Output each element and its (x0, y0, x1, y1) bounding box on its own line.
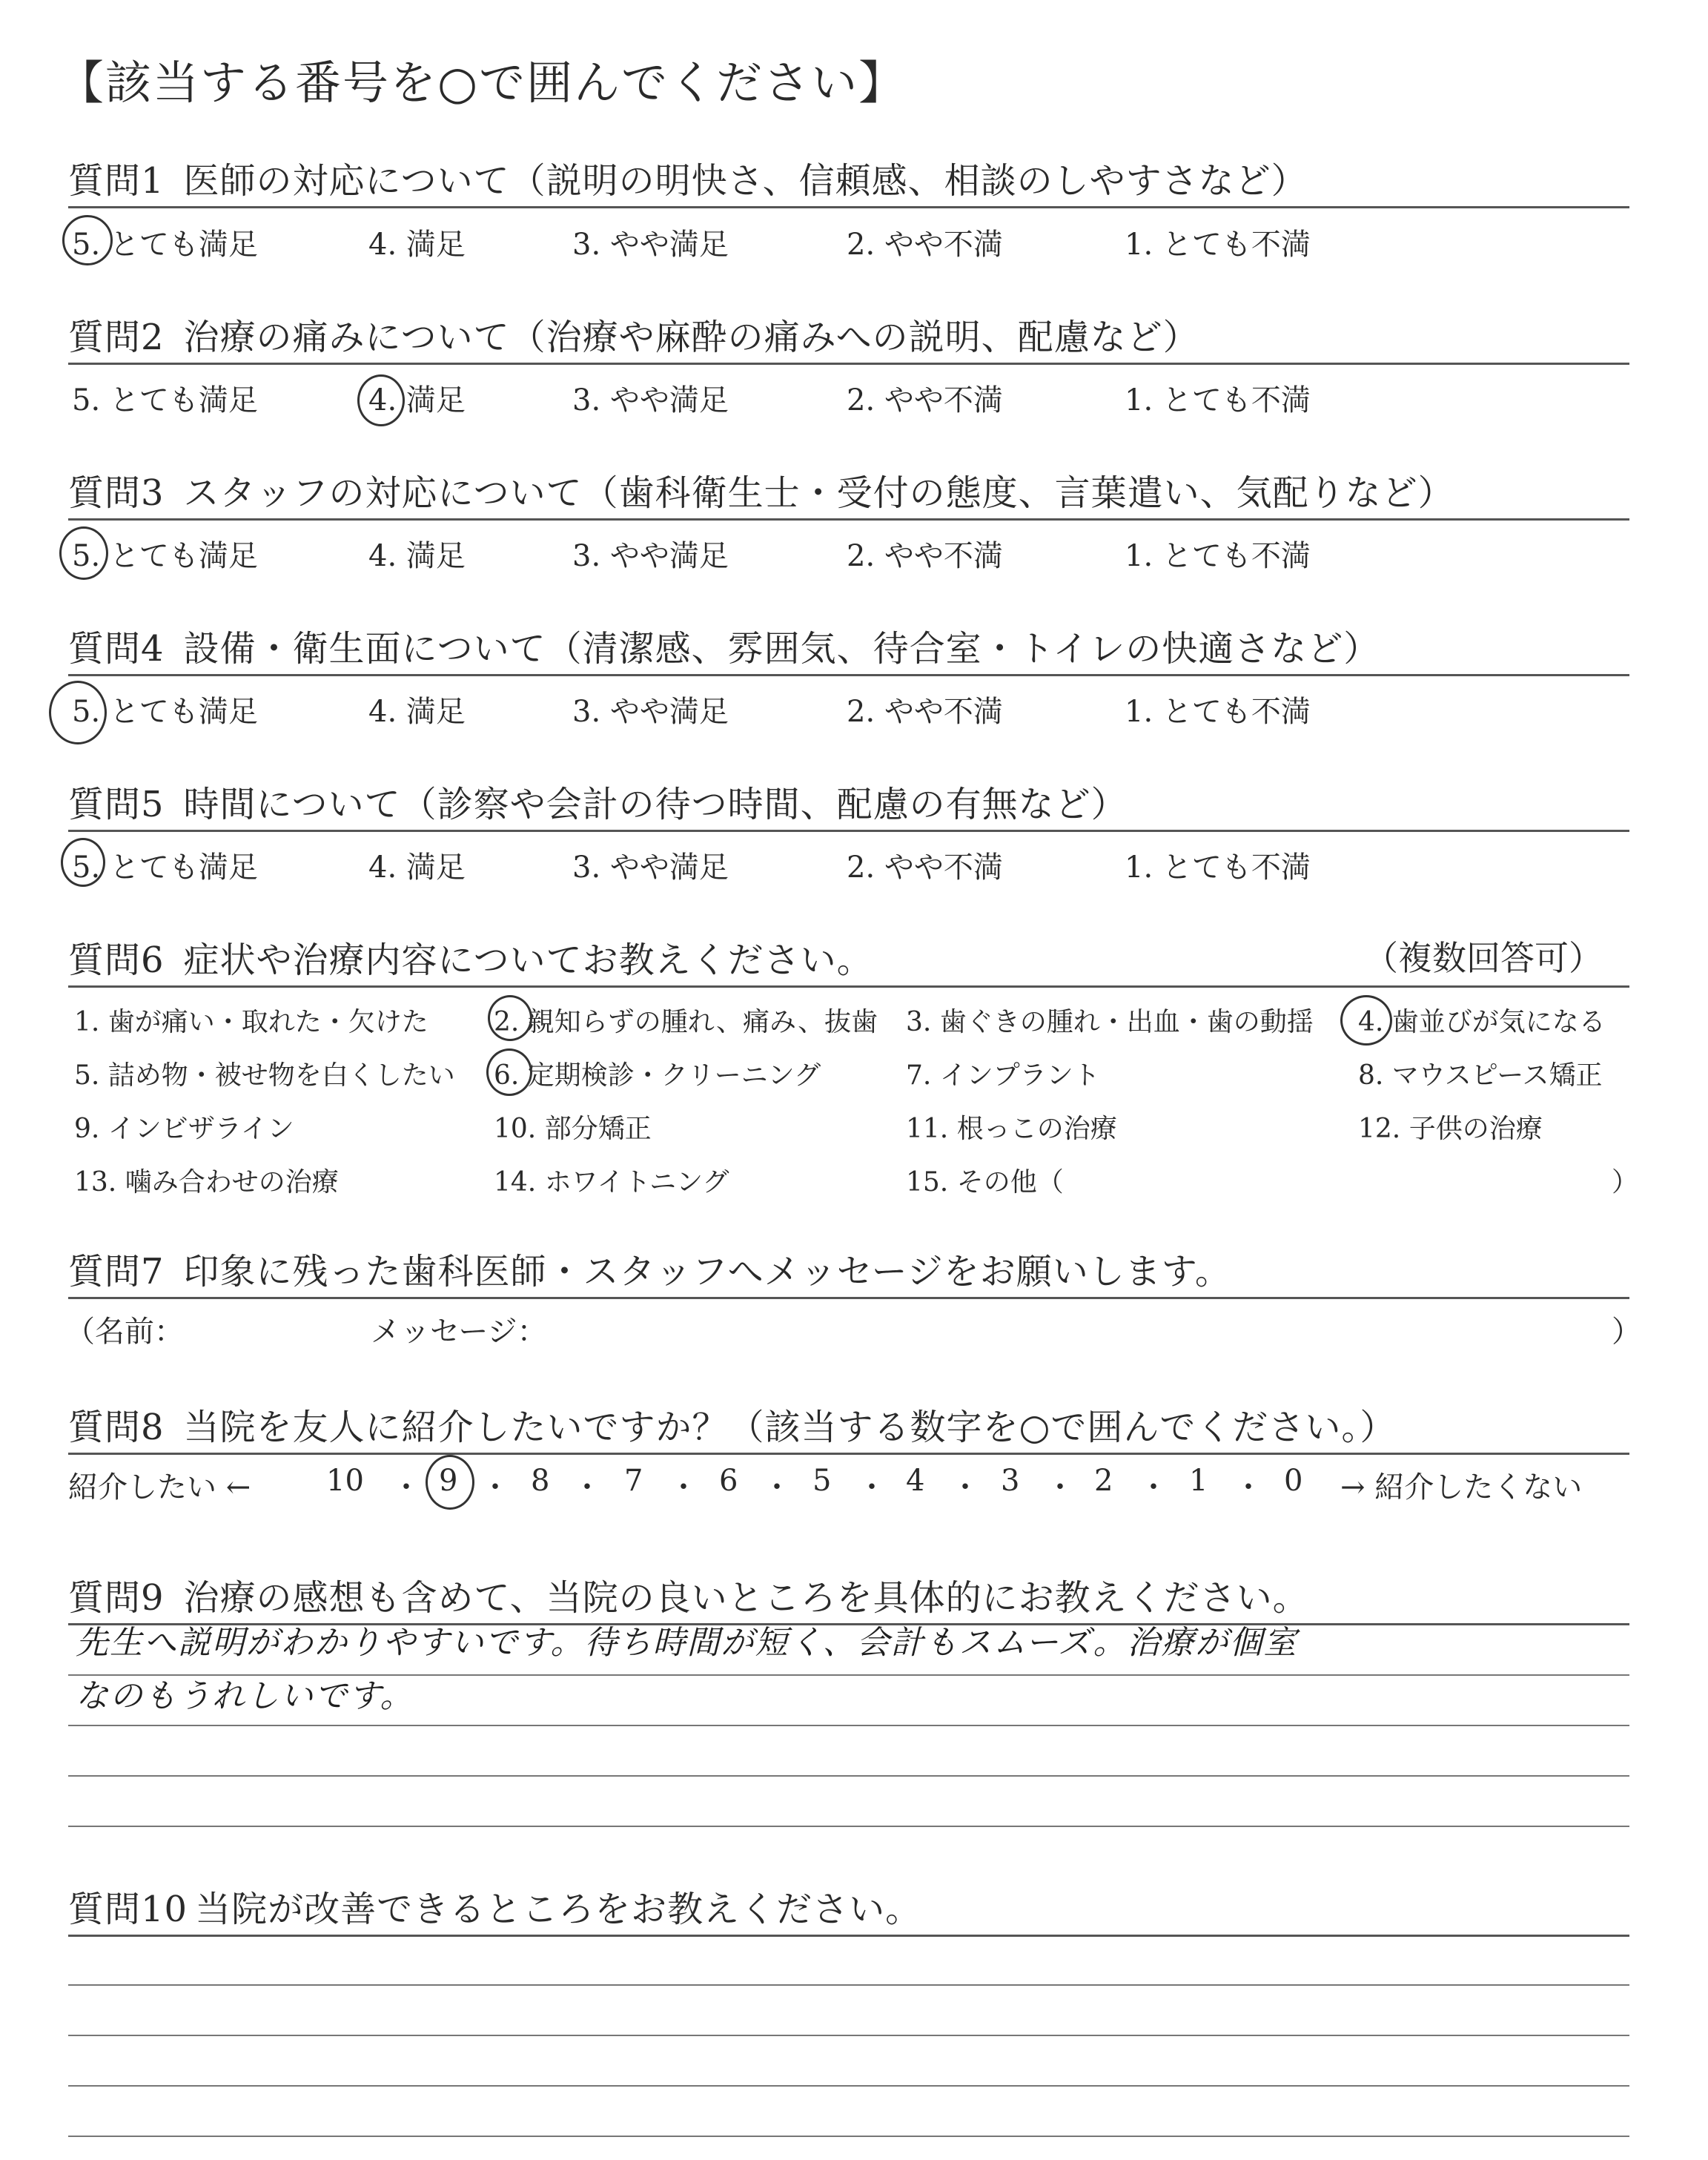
page-title: 【該当する番号を○で囲んでください】 (58, 56, 907, 110)
rating-option-1[interactable]: 1. とても不満 (1125, 383, 1311, 417)
question-text: 治療の感想も含めて、当院の良いところを具体的にお教えください。 (183, 1577, 1309, 1619)
question-2-title (68, 308, 1199, 360)
rating-option-5[interactable]: 5. とても満足 (72, 228, 258, 262)
question-number: 質問8 (68, 1407, 165, 1448)
answer-line (68, 2035, 1629, 2036)
scale-separator: ・ (857, 1470, 887, 1505)
symptom-option-2[interactable]: 2. 親知らずの腫れ、痛み、抜歯 (494, 1007, 878, 1037)
question-3-title (68, 464, 1454, 515)
question-text: 印象に残った歯科医師・スタッフへメッセージをお願いします。 (183, 1251, 1231, 1292)
divider (68, 1297, 1629, 1299)
selection-circle (61, 838, 105, 887)
question-number: 質問1 (68, 160, 165, 202)
rating-option-5[interactable]: 5. とても満足 (72, 383, 258, 417)
rating-option-4[interactable]: 4. 満足 (368, 383, 466, 417)
handwritten-answer (76, 1616, 1625, 1723)
symptom-option-12[interactable]: 12. 子供の治療 (1358, 1114, 1543, 1144)
divider (68, 1453, 1629, 1455)
scale-separator: ・ (669, 1470, 698, 1505)
answer-text-line-2: なのもうれしいです。 (76, 1677, 414, 1715)
question-number: 質問3 (68, 472, 165, 514)
question-number: 質問10 (68, 1889, 188, 1930)
rating-option-5[interactable]: 5. とても満足 (72, 539, 258, 573)
scale-separator: ・ (1139, 1470, 1168, 1505)
rating-option-1[interactable]: 1. とても不満 (1125, 228, 1311, 262)
selection-circle (486, 1048, 532, 1096)
scale-option-10[interactable]: 10 (326, 1464, 364, 1498)
selection-circle (1340, 995, 1392, 1046)
symptom-option-1[interactable]: 1. 歯が痛い・取れた・欠けた (74, 1007, 428, 1037)
answer-line (68, 1984, 1629, 1986)
rating-option-2[interactable]: 2. やや不満 (847, 539, 1003, 573)
symptom-option-4[interactable]: 4. 歯並びが気になる (1358, 1007, 1606, 1037)
answer-line (68, 2136, 1629, 2137)
divider (68, 518, 1629, 521)
symptom-option-14[interactable]: 14. ホワイトニング (494, 1167, 729, 1198)
question-5-title (68, 776, 1128, 827)
scale-option-0[interactable]: 0 (1284, 1464, 1303, 1498)
scale-separator: ・ (950, 1470, 980, 1505)
question-6-title (68, 931, 873, 982)
question-8-title (68, 1398, 1396, 1450)
answer-line (68, 1775, 1629, 1777)
scale-option-5[interactable]: 5 (812, 1464, 832, 1498)
selection-circle (62, 215, 113, 265)
divider (68, 363, 1629, 365)
symptom-option-11[interactable]: 11. 根っこの治療 (906, 1114, 1117, 1144)
divider (68, 674, 1629, 676)
question-number: 質問5 (68, 784, 165, 825)
question-text: スタッフの対応について（歯科衛生士・受付の態度、言葉遣い、気配りなど） (183, 472, 1454, 514)
question-text: 当院が改善できるところをお教えください。 (195, 1889, 922, 1930)
selection-circle (488, 995, 532, 1041)
symptom-option-5[interactable]: 5. 詰め物・被せ物を白くしたい (74, 1060, 455, 1091)
recommend-left-label: 紹介したい ← (68, 1470, 251, 1505)
scale-option-7[interactable]: 7 (624, 1464, 643, 1498)
symptom-option-3[interactable]: 3. 歯ぐきの腫れ・出血・歯の動揺 (906, 1007, 1314, 1037)
rating-option-3[interactable]: 3. やや満足 (572, 228, 729, 262)
rating-option-2[interactable]: 2. やや不満 (847, 695, 1003, 729)
rating-option-4[interactable]: 4. 満足 (368, 695, 466, 729)
rating-option-4[interactable]: 4. 満足 (368, 539, 466, 573)
rating-option-1[interactable]: 1. とても不満 (1125, 851, 1311, 885)
other-close-paren: ） (1612, 1167, 1639, 1198)
answer-line (68, 1826, 1629, 1827)
name-label: （名前： (65, 1315, 184, 1349)
recommend-right-label: → 紹介したくない (1340, 1470, 1583, 1505)
question-number: 質問2 (68, 317, 165, 358)
symptom-option-8[interactable]: 8. マウスピース矯正 (1358, 1060, 1603, 1091)
rating-option-3[interactable]: 3. やや満足 (572, 851, 729, 885)
symptom-option-15[interactable]: 15. その他（ (906, 1167, 1064, 1198)
rating-option-4[interactable]: 4. 満足 (368, 228, 466, 262)
scale-option-9[interactable]: 9 (439, 1464, 458, 1498)
question-number: 質問4 (68, 628, 165, 670)
rating-option-2[interactable]: 2. やや不満 (847, 228, 1003, 262)
divider (68, 1935, 1629, 1937)
scale-separator: ・ (572, 1470, 602, 1505)
question-text: 設備・衛生面について（清潔感、雰囲気、待合室・トイレの快適さなど） (183, 628, 1380, 670)
question-7-title (68, 1243, 1231, 1294)
rating-option-3[interactable]: 3. やや満足 (572, 383, 729, 417)
rating-option-3[interactable]: 3. やや満足 (572, 695, 729, 729)
divider (68, 830, 1629, 832)
answer-line (68, 2085, 1629, 2087)
rating-option-4[interactable]: 4. 満足 (368, 851, 466, 885)
scale-option-8[interactable]: 8 (531, 1464, 550, 1498)
scale-option-3[interactable]: 3 (1001, 1464, 1020, 1498)
scale-option-4[interactable]: 4 (906, 1464, 925, 1498)
answer-line (68, 1725, 1629, 1726)
symptom-option-7[interactable]: 7. インプラント (906, 1060, 1100, 1091)
selection-circle (59, 526, 108, 580)
divider (68, 206, 1629, 208)
rating-option-3[interactable]: 3. やや満足 (572, 539, 729, 573)
multiple-answers-note: （複数回答可） (1364, 938, 1603, 978)
scale-option-2[interactable]: 2 (1094, 1464, 1113, 1498)
symptom-option-13[interactable]: 13. 噛み合わせの治療 (74, 1167, 339, 1198)
symptom-option-6[interactable]: 6. 定期検診・クリーニング (494, 1060, 821, 1091)
scale-separator: ・ (391, 1470, 421, 1505)
scale-separator: ・ (1045, 1470, 1075, 1505)
message-close-paren: ） (1612, 1315, 1641, 1349)
question-text: 医師の対応について（説明の明快さ、信頼感、相談のしやすさなど） (183, 160, 1308, 202)
question-number: 質問6 (68, 939, 165, 981)
question-10-title (68, 1880, 921, 1932)
rating-option-5[interactable]: 5. とても満足 (72, 695, 258, 729)
selection-circle (49, 681, 107, 744)
symptom-option-9[interactable]: 9. インビザライン (74, 1114, 294, 1144)
selection-circle (426, 1455, 474, 1510)
answer-text-line-1: 先生へ説明がわかりやすいです。待ち時間が短く、会計もスムーズ。治療が個室 (76, 1624, 1298, 1662)
question-4-title (68, 620, 1380, 671)
question-1-title (68, 152, 1308, 203)
question-number: 質問7 (68, 1251, 165, 1292)
rating-option-2[interactable]: 2. やや不満 (847, 851, 1003, 885)
scale-separator: ・ (762, 1470, 792, 1505)
message-label: メッセージ： (371, 1315, 547, 1349)
rating-option-2[interactable]: 2. やや不満 (847, 383, 1003, 417)
scale-option-6[interactable]: 6 (719, 1464, 738, 1498)
question-text: 当院を友人に紹介したいですか？（該当する数字を○で囲んでください。） (183, 1407, 1397, 1448)
scale-option-1[interactable]: 1 (1189, 1464, 1208, 1498)
selection-circle (357, 374, 405, 426)
rating-option-1[interactable]: 1. とても不満 (1125, 539, 1311, 573)
rating-option-1[interactable]: 1. とても不満 (1125, 695, 1311, 729)
rating-option-5[interactable]: 5. とても満足 (72, 851, 258, 885)
question-text: 時間について（診察や会計の待つ時間、配慮の有無など） (183, 784, 1128, 825)
question-number: 質問9 (68, 1577, 165, 1619)
scale-separator: ・ (480, 1470, 510, 1505)
question-9-title (68, 1569, 1309, 1620)
symptom-option-10[interactable]: 10. 部分矯正 (494, 1114, 652, 1144)
scale-separator: ・ (1234, 1470, 1263, 1505)
question-text: 症状や治療内容についてお教えください。 (183, 939, 873, 981)
question-text: 治療の痛みについて（治療や麻酔の痛みへの説明、配慮など） (183, 317, 1199, 358)
divider (68, 985, 1629, 988)
